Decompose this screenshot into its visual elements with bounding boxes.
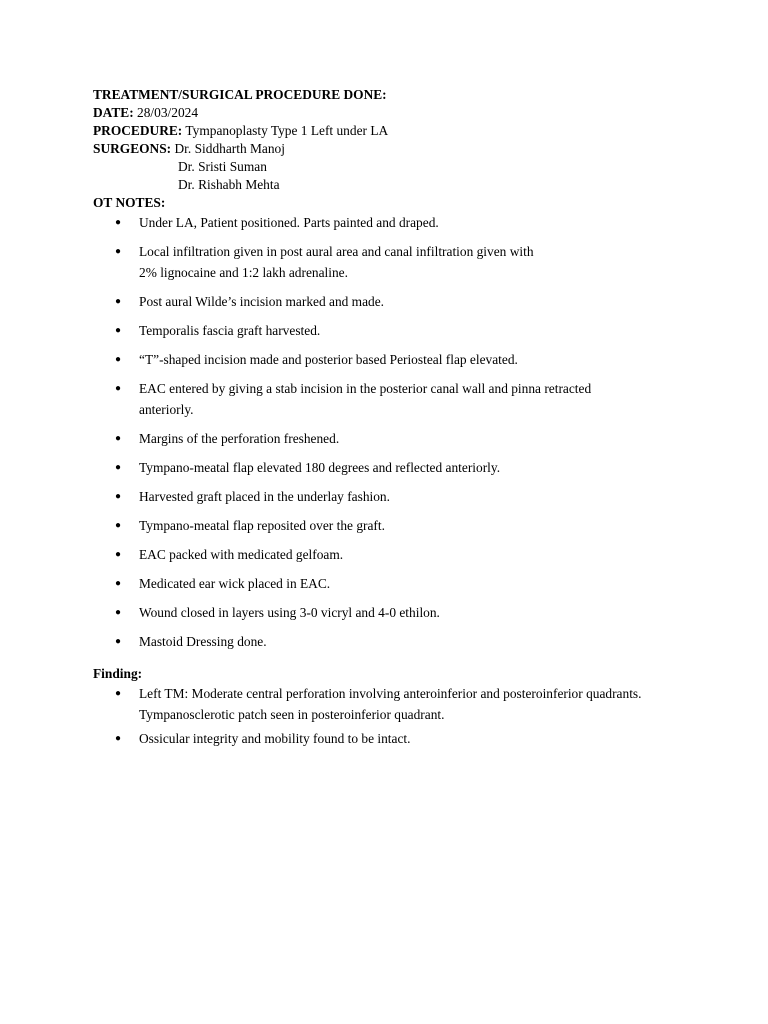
bullet-icon: ● (115, 578, 122, 589)
bullet-icon: ● (115, 607, 122, 618)
list-item-text: Medicated ear wick placed in EAC. (139, 576, 331, 591)
list-item-text: Wound closed in layers using 3-0 vicryl and 4-0 ethilon. (139, 605, 440, 620)
bullet-icon: ● (115, 688, 122, 699)
list-item-text: Under LA, Patient positioned. Parts painted and draped. (139, 215, 439, 230)
list-item (93, 683, 713, 725)
list-item-text: Mastoid Dressing done. (139, 634, 267, 649)
procedure-line (93, 122, 713, 140)
procedure-value: Tympanoplasty Type 1 Left under LA (185, 123, 389, 138)
list-item-text: Margins of the perforation freshened. (139, 431, 340, 446)
date-line (93, 104, 713, 122)
list-item (93, 728, 713, 749)
bullet-icon: ● (115, 433, 122, 444)
list-item-text: Temporalis fascia graft harvested. (139, 323, 321, 338)
list-item (93, 602, 713, 623)
list-item-text: EAC entered by giving a stab incision in the posterior canal wall and pinna retracted (139, 381, 592, 396)
surgeon-name: Dr. Siddharth Manoj (174, 141, 285, 156)
list-item-text: 2% lignocaine and 1:2 lakh adrenaline. (139, 265, 348, 280)
surgeons-line (93, 140, 713, 158)
list-item (93, 515, 713, 536)
list-item (93, 631, 713, 652)
bullet-icon: ● (115, 354, 122, 365)
bullet-icon: ● (115, 217, 122, 228)
bullet-icon: ● (115, 246, 122, 257)
list-item-text: Local infiltration given in post aural area and canal infiltration given with (139, 244, 534, 259)
bullet-icon: ● (115, 383, 122, 394)
list-item (93, 378, 713, 420)
list-item-text: “T”-shaped incision made and posterior based Periosteal flap elevated. (139, 352, 518, 367)
list-item-text: Ossicular integrity and mobility found to be intact. (139, 731, 411, 746)
finding-title: Finding: (93, 666, 143, 681)
document-title: TREATMENT/SURGICAL PROCEDURE DONE: (93, 87, 387, 102)
list-item-text: anteriorly. (139, 402, 194, 417)
list-item-text: Left TM: Moderate central perforation involving anteroinferior and posteroinferior quadrants. (139, 686, 642, 701)
bullet-icon: ● (115, 462, 122, 473)
bullet-icon: ● (115, 325, 122, 336)
list-item (93, 212, 713, 233)
list-item (93, 573, 713, 594)
bullet-icon: ● (115, 549, 122, 560)
list-item-text: Tympano-meatal flap reposited over the graft. (139, 518, 385, 533)
surgeon-name: Dr. Sristi Suman (178, 159, 267, 174)
bullet-icon: ● (115, 520, 122, 531)
procedure-label: PROCEDURE: (93, 123, 183, 138)
list-item-text: Post aural Wilde’s incision marked and made. (139, 294, 385, 309)
list-item (93, 544, 713, 565)
ot-notes-title: OT NOTES: (93, 195, 166, 210)
surgeons-label: SURGEONS: (93, 141, 172, 156)
date-value: 28/03/2024 (137, 105, 199, 120)
list-item (93, 428, 713, 449)
list-item-text: Tympano-meatal flap elevated 180 degrees and reflected anteriorly. (139, 460, 501, 475)
list-item (93, 457, 713, 478)
list-item (93, 241, 713, 283)
list-item-text: EAC packed with medicated gelfoam. (139, 547, 344, 562)
list-item (93, 486, 713, 507)
bullet-icon: ● (115, 296, 122, 307)
list-item-text: Harvested graft placed in the underlay fashion. (139, 489, 390, 504)
document-page (93, 86, 713, 752)
finding-list (93, 683, 713, 749)
list-item (93, 349, 713, 370)
ot-notes-list (93, 212, 713, 652)
bullet-icon: ● (115, 636, 122, 647)
bullet-icon: ● (115, 491, 122, 502)
list-item (93, 320, 713, 341)
surgeon-name: Dr. Rishabh Mehta (178, 177, 280, 192)
list-item (93, 291, 713, 312)
bullet-icon: ● (115, 733, 122, 744)
list-item-text: Tympanosclerotic patch seen in posteroinferior quadrant. (139, 707, 445, 722)
date-label: DATE: (93, 105, 134, 120)
